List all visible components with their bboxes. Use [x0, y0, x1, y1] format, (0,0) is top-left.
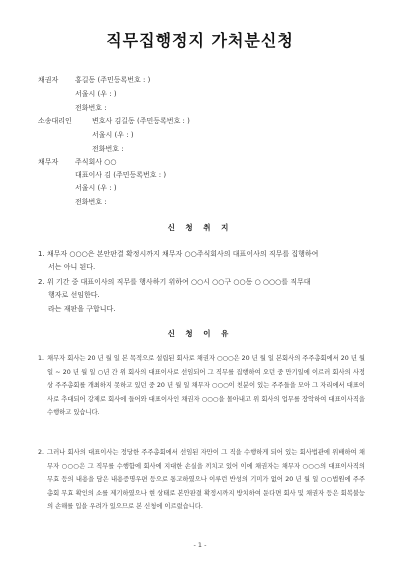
creditor-label: 채권자: [38, 76, 59, 84]
agent-label: 소송대리인: [38, 117, 72, 125]
creditor-phone: 전화번호 :: [75, 104, 107, 112]
reason-2-number: 2.: [38, 449, 45, 456]
agent-name: 변호사 김길동 (주민등록번호 : ): [92, 117, 190, 125]
purpose-item-2-cont: 행자로 선임한다.: [48, 291, 100, 299]
reason-2-text: 그러나 회사의 대표이사는 정당한 주주총회에서 선임된 자만이 그 직을 수행하게 되어 있는 회사법관에 위배하여 채무자 ○○○은 그 직무를 수행함에 회사에 지대한 손실을 끼치고 있어 이에 채권자는 채무자 ○○○의 대표이사직의 무효 등의 내용을 담은 내용증명우편 등으로 통고하였으나 이루런 반성의 기미가 없어 20 년 월 일 ○○법원에 주주총회 무효 확인의 소를 제기하였으나 현 상태로 본안판결 확정시까지 방치하여 둔다면 회사 및 채권자 등은 회복불능의 손해를 입을 우려가 있으므로 본 신청에 이르렀습니다.: [47, 449, 365, 511]
debtor-representative: 대표이사 김 (주민등록번호 : ): [75, 171, 167, 179]
document-title: 직무집행정지 가처분신청: [106, 31, 294, 50]
reason-paragraph-2: [38, 446, 365, 514]
purpose-item-1-cont: 서는 아니 된다.: [48, 263, 96, 271]
agent-address: 서울시 (우 : ): [92, 131, 134, 139]
purpose-item-2: 2. 위 기간 중 대표이사의 직무를 행사하기 위하여 ○○시 ○○구 ○○동 ○ ○○○를 직무대: [38, 278, 311, 286]
reasons-heading: 신 청 이 유: [167, 329, 233, 338]
debtor-phone: 전화번호 :: [75, 198, 107, 206]
page-number: - 1 -: [193, 541, 207, 549]
creditor-address: 서울시 (우 : ): [75, 90, 117, 98]
debtor-address: 서울시 (우 : ): [75, 184, 117, 192]
agent-phone: 전화번호 :: [92, 145, 124, 153]
debtor-label: 채무자: [38, 158, 59, 166]
debtor-company: 주식회사 ○○: [75, 158, 117, 166]
reason-paragraph-1: [38, 352, 365, 420]
reason-1-text: 채무자 회사는 20 년 월 일 본 목적으로 설립된 회사로 채권자 ○○○은 20 년 월 일 본회사의 주주총회에서 20 년 월 일 ~ 20 년 월 일 ○년 간 위 회사의 대표이사로 선임되어 그 직무를 집행하여 오던 중 만기일에 이르러 회사의 사정상 주주총회를 개최하지 못하고 있던 중 20 년 월 일 채무자 ○○○이 친분이 있는 주주들을 모아 그 자리에서 대표이사로 추대되어 강제로 회사에 들어와 대표이사인 채권자 ○○○을 몰아내고 위 회사의 업무를 장악하여 대표이사직을 수행하고 있습니다.: [47, 355, 365, 417]
purpose-heading: 신 청 취 지: [167, 223, 233, 232]
reason-1-number: 1.: [38, 355, 45, 362]
purpose-closing: 라는 재판을 구합니다.: [48, 305, 116, 313]
creditor-name: 홍길동 (주민등록번호 : ): [75, 76, 151, 84]
purpose-item-1: 1. 채무자 ○○○은 본안판결 확정시까지 채무자 ○○주식회사의 대표이사의 직무를 집행하여: [38, 250, 319, 258]
